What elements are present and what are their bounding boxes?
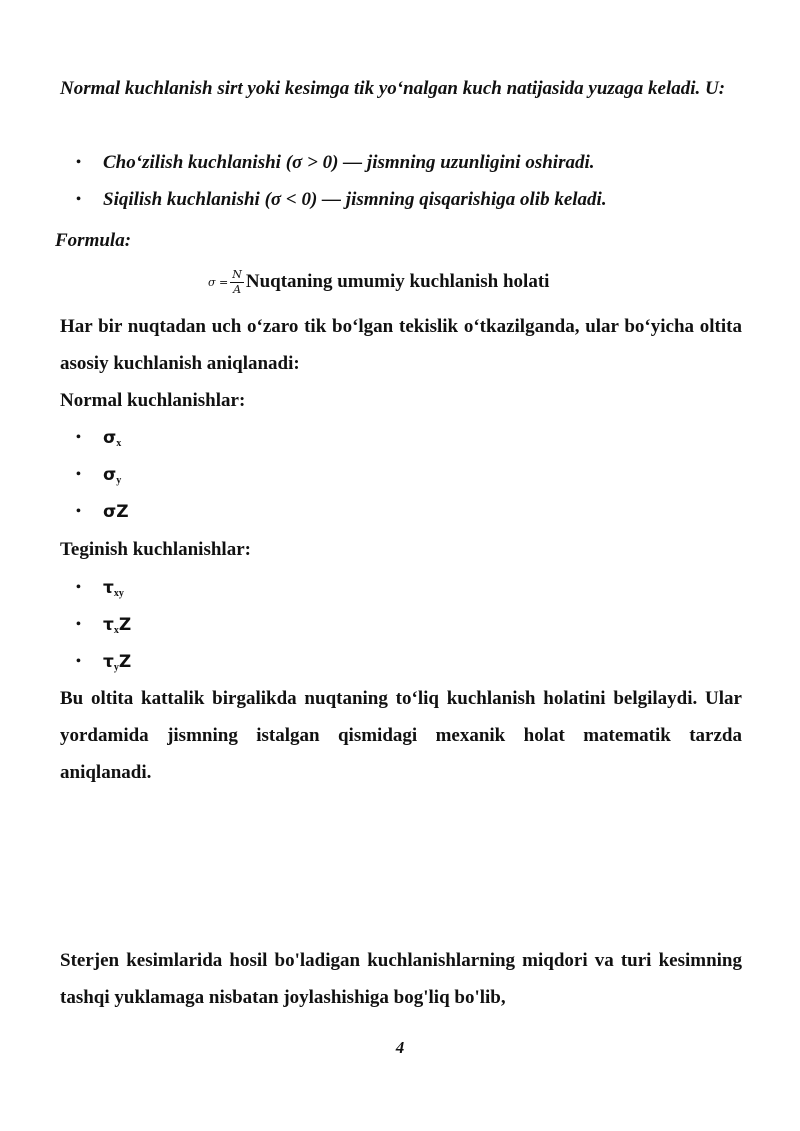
- stress-subscript: y: [116, 475, 122, 486]
- normal-stresses-heading: Normal kuchlanishlar:: [60, 390, 246, 411]
- stress-subscript: y: [113, 662, 119, 673]
- stress-symbol: τ: [103, 652, 114, 672]
- summary-paragraph: Bu oltita kattalik birgalikda nuqtaning to‘liq kuchlanish holatini belgilaydi. Ular yordamida jismning istalgan qismidagi mexanik holat matematik tarzda aniqlanadi.: [60, 688, 742, 783]
- bullet-icon: •: [76, 617, 81, 632]
- formula: [208, 262, 549, 302]
- list-item: • Cho‘zilish kuchlanishi (σ > 0) — jismning uzunligini oshiradi.: [76, 144, 595, 181]
- bullet-icon: •: [76, 192, 81, 207]
- bullet-icon: •: [76, 504, 81, 519]
- stress-state-paragraph: Har bir nuqtadan uch o‘zaro tik bo‘lgan tekislik o‘tkazilganda, ular bo‘yicha oltita asosiy kuchlanish aniqlanadi:: [60, 316, 742, 374]
- stress-symbol: τ: [103, 578, 114, 598]
- stress-subscript-z: Z: [118, 652, 132, 672]
- stress-subscript: x: [113, 625, 119, 636]
- formula-fraction: [230, 268, 244, 297]
- bullet-icon: •: [76, 155, 81, 170]
- formula-label: Formula:: [55, 230, 132, 251]
- stress-symbol: σ: [103, 428, 117, 448]
- bullet-icon: •: [76, 467, 81, 482]
- formula-lhs: σ =: [208, 275, 229, 289]
- formula-numerator: N: [232, 267, 242, 281]
- stress-symbol: τ: [103, 615, 114, 635]
- stress-subscript: x: [116, 438, 122, 449]
- normal-stress-paragraph: Normal kuchlanish sirt yoki kesimga tik yo‘nalgan kuch natijasida yuzaga keladi. U:: [60, 78, 726, 99]
- list-item: [76, 493, 129, 531]
- stress-symbol: σ: [103, 465, 117, 485]
- list-item: • Siqilish kuchlanishi (σ < 0) — jismning qisqarishiga olib keladi.: [76, 181, 607, 218]
- stress-subscript: xy: [113, 588, 124, 599]
- bullet-icon: •: [76, 654, 81, 669]
- section-heading: Nuqtaning umumiy kuchlanish holati: [245, 271, 550, 292]
- shear-stresses-heading: Teginish kuchlanishlar:: [60, 539, 251, 560]
- stress-symbol: σ: [103, 502, 117, 522]
- page-number: 4: [395, 1038, 405, 1057]
- stress-subscript-z: Z: [116, 502, 129, 522]
- bullet-icon: •: [76, 430, 81, 445]
- bullet-icon: •: [76, 580, 81, 595]
- sterjen-paragraph: Sterjen kesimlarida hosil bo'ladigan kuchlanishlarning miqdori va turi kesimning tashqi yuklamaga nisbatan joylashishiga bog'liq bo'lib,: [60, 950, 742, 1008]
- formula-denominator: A: [233, 282, 242, 296]
- stress-subscript-z: Z: [118, 615, 132, 635]
